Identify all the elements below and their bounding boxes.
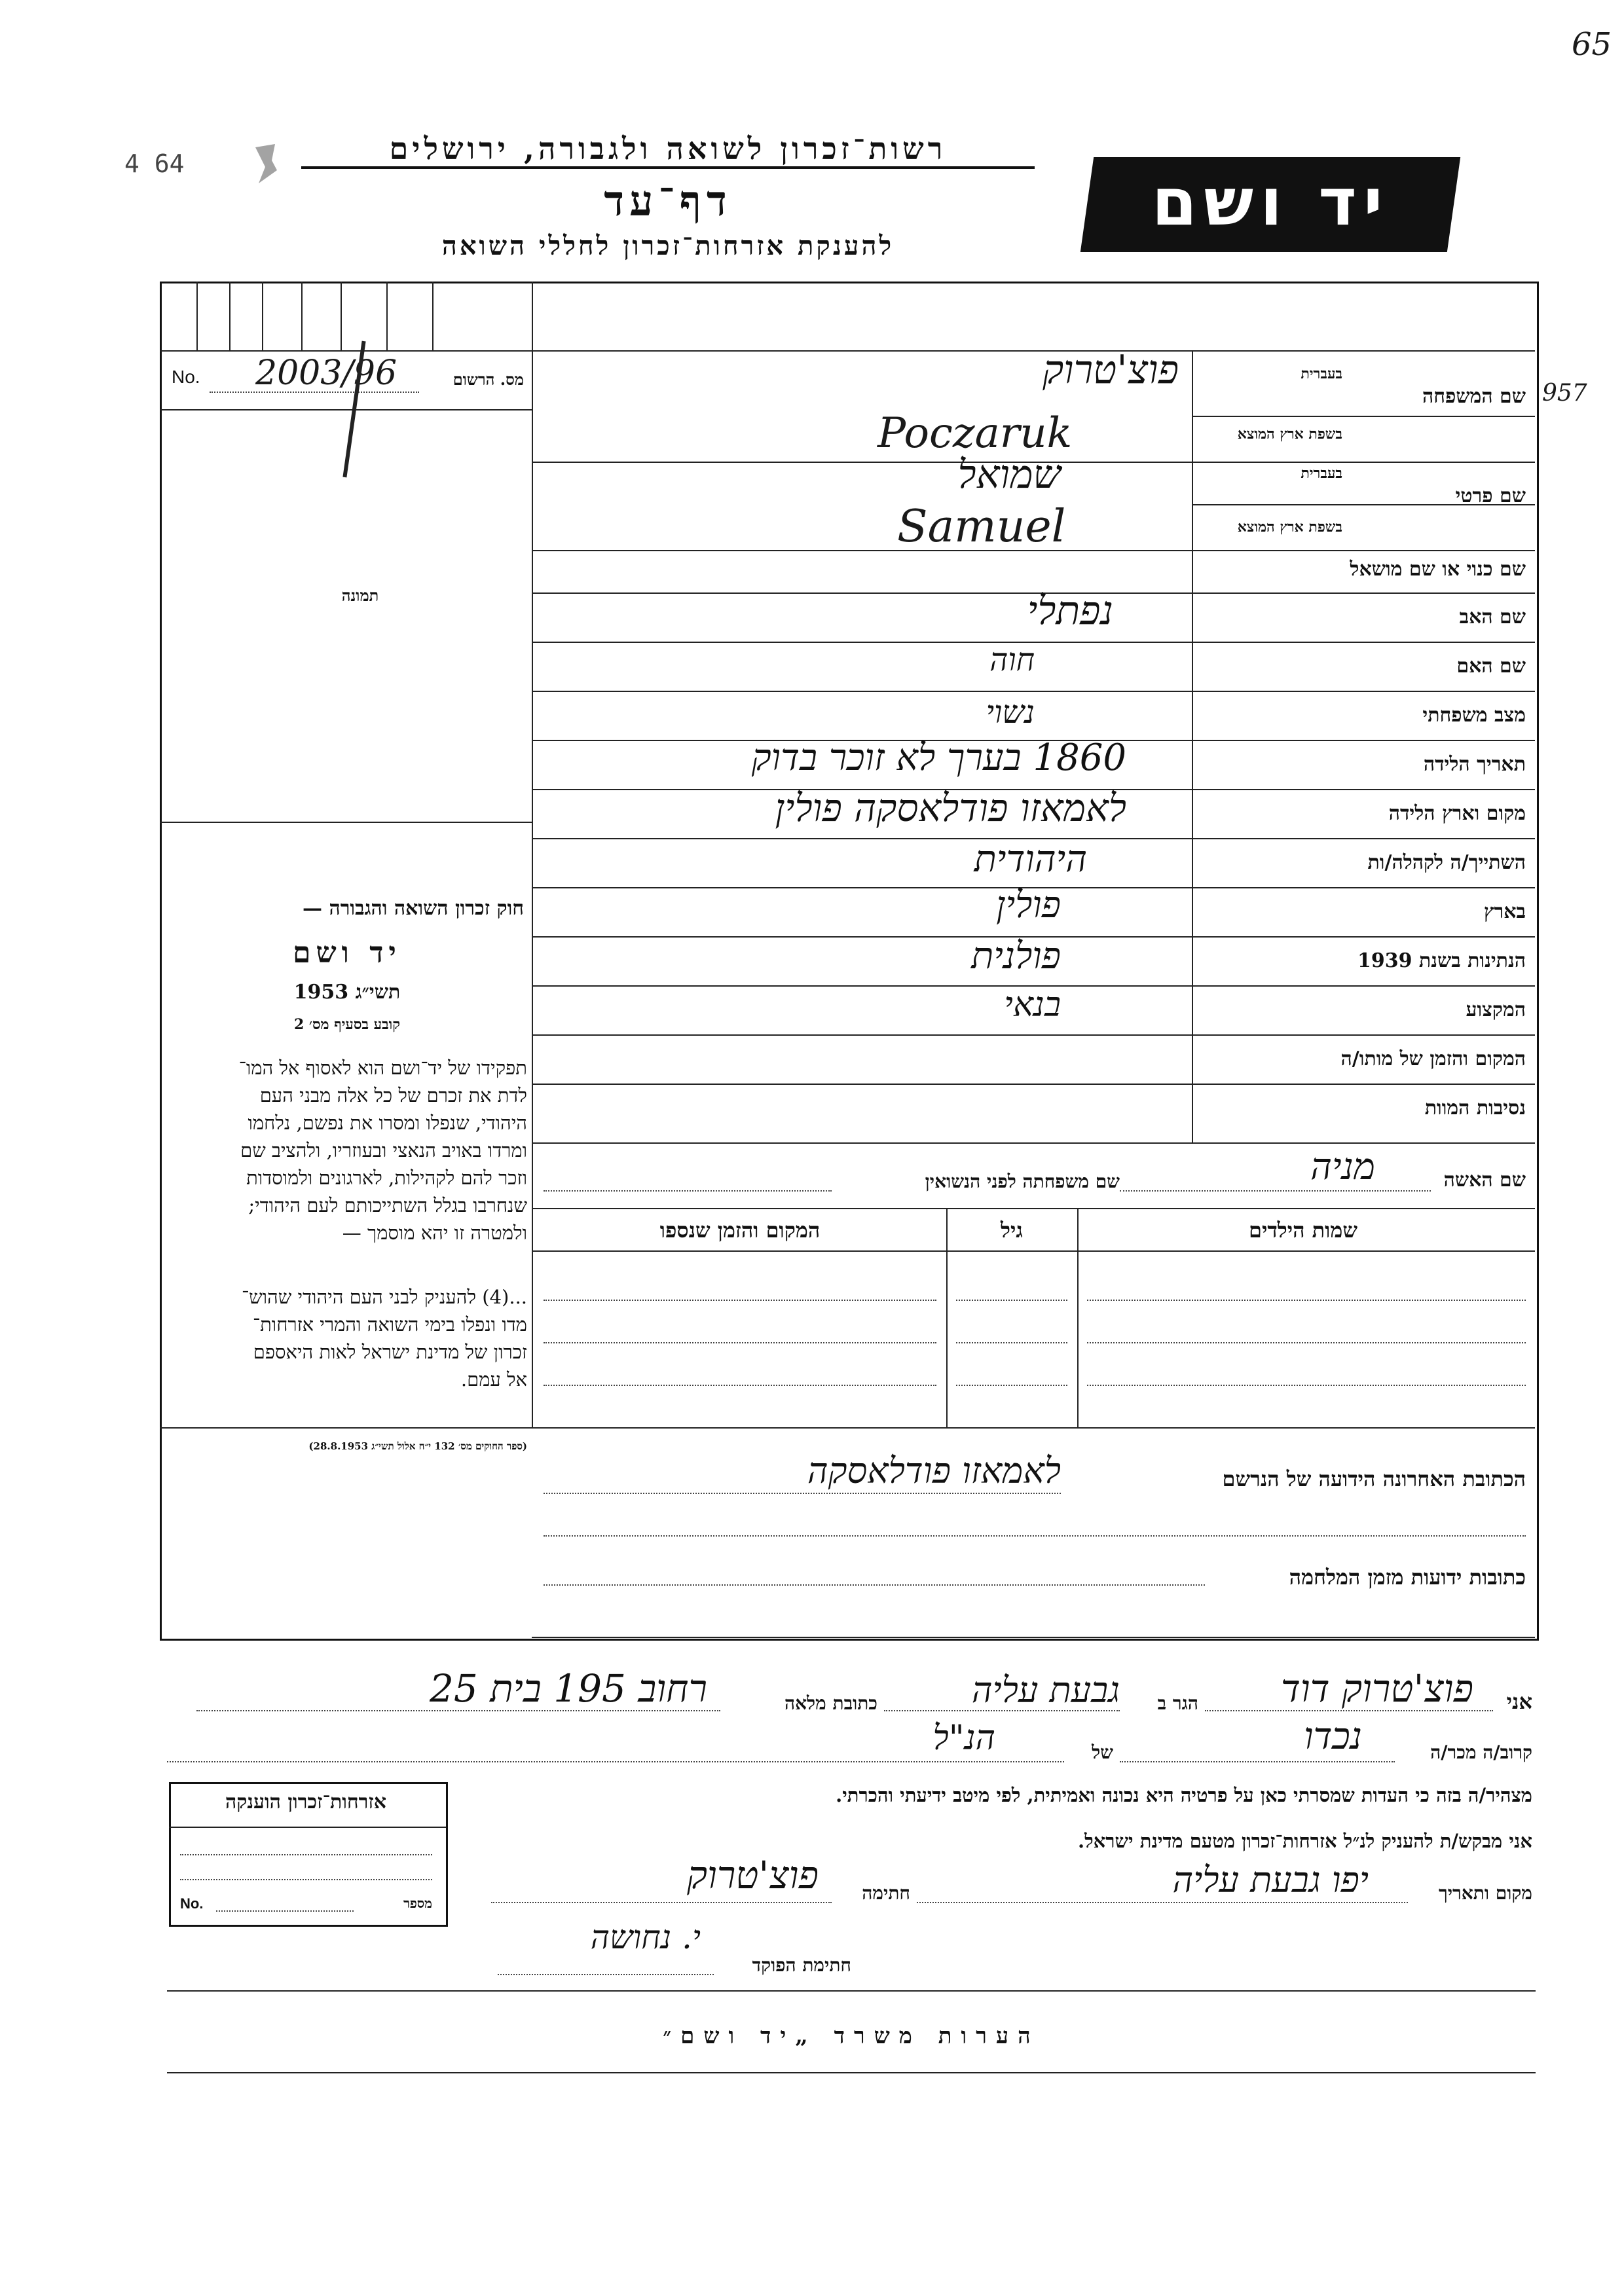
form-title: דף־עד (604, 177, 732, 226)
law-section: קובע בסעיף מס׳ 2 (293, 1016, 401, 1033)
stamp-mark (252, 141, 278, 187)
nickname-label: שם כנוי או שם מושאל (1350, 558, 1526, 581)
family-name-origin-value: Poczaruk (877, 409, 1073, 458)
form-subtitle: להענקת אזרחות־זכרון לחללי השואה (441, 230, 895, 261)
last-address-value: לאמאזו פודלאסקה (807, 1450, 1061, 1491)
reg-no-hebrew-label: מס. הרשום (452, 370, 524, 389)
family-name-sub-hebrew: בעברית (1301, 365, 1342, 382)
statement-1: מצהיר/ה בזה כי העדות שמסרתי כאן על פרטיה היא נכונה ואמיתית, לפי מיטב ידיעתי והכרתי. (836, 1784, 1532, 1806)
place-date-value: יפו גבעת עליה (1172, 1859, 1369, 1901)
full-address-value: רחוב 195 בית 25 (430, 1666, 707, 1711)
law-title: חוק זכרון השואה והגבורה — (303, 897, 524, 920)
declaration-ani: אני (1506, 1689, 1532, 1714)
signature-value: פוצ'טרוק (687, 1853, 819, 1897)
photo-label: תמונה (341, 586, 379, 605)
citizenship-1939-value: פולנית (971, 935, 1061, 977)
lives-in-label: הגר ב (1157, 1692, 1198, 1714)
law-paragraph: תפקידו של יד־ושם הוא לאסוף אל המו־ לדת את זכרם של כל אלה מבני העם היהודי, שנפלו ומסרו את נפשם, נלחמו ומרדו באויב הנאצי ובעוזריו, ולהציב שם וזכר להם לקהילות, לארגונים ולמוסדות שנחרבו בגלל השתייכותם לעם היהודי; ולמטרה זו יהא מוסמך — (238, 1057, 527, 1244)
place-date-label: מקום ותאריך (1438, 1882, 1532, 1904)
children-names-header: שמות הילדים (1249, 1218, 1357, 1243)
margin-code: 957 (1542, 380, 1587, 407)
authority-line: רשות־זכרון לשואה ולגבורה, ירושלים (301, 131, 1035, 169)
father-name-label: שם האב (1459, 606, 1526, 629)
community-label: השתייך/ה לקהלה/ות (1367, 851, 1526, 874)
citizenship-granted-title: אזרחות־זכרון הוענקה (225, 1791, 387, 1813)
corner-number: 65 (1572, 26, 1612, 63)
officer-value: י. נחושה (590, 1918, 701, 1956)
birth-place-label: מקום וארץ הלידה (1388, 802, 1526, 825)
family-name-hebrew-value: פוצ'טרוק (1043, 347, 1179, 393)
country-value: פולין (996, 884, 1061, 926)
occupation-label: המקצוע (1466, 998, 1526, 1021)
children-age-header: גיל (1001, 1218, 1023, 1243)
marital-status-value: נשוי (986, 694, 1035, 731)
of-value: הנ"ל (932, 1719, 995, 1758)
family-name-label: שם המשפחה (1422, 385, 1526, 408)
mother-name-label: שם האם (1456, 655, 1526, 678)
law-name: יד ושם (293, 936, 401, 970)
family-name-sub-origin: בשפת ארץ המוצא (1237, 426, 1342, 443)
of-label: של (1092, 1741, 1113, 1763)
law-year: תשי״ג 1953 (293, 981, 401, 1004)
wife-label: שם האשה (1443, 1169, 1526, 1192)
last-address-label: הכתובת האחרונה הידועה של הנרשם (1222, 1467, 1526, 1491)
officer-label: חתימת הפוקד (752, 1954, 851, 1976)
first-name-sub-origin: בשפת ארץ המוצא (1237, 519, 1342, 536)
city-value: גבעת עליה (971, 1669, 1120, 1711)
wartime-addresses-label: כתובות ידועות מזמן המלחמה (1289, 1565, 1526, 1590)
first-name-origin-value: Samuel (897, 501, 1066, 553)
occupation-value: בנאי (1004, 985, 1061, 1025)
left-code: 4 64 (124, 149, 185, 178)
reg-no-label: No. (172, 367, 200, 387)
office-notes-label: הערות משרד „יד ושם״ (663, 2023, 1040, 2049)
community-value: היהודית (974, 838, 1087, 881)
children-place-header: המקום והזמן שנספו (659, 1218, 821, 1243)
death-circumstances-label: נסיבות המוות (1424, 1097, 1526, 1120)
first-name-label: שם פרטי (1455, 484, 1526, 507)
marital-status-label: מצב משפחתי (1422, 704, 1526, 727)
citizenship-no-label: No. (180, 1895, 204, 1912)
birth-place-value: לאמאזו פודלאסקה פולין (775, 786, 1126, 830)
reg-no-value: 2003/96 (255, 354, 397, 393)
birth-date-label: תאריך הלידה (1423, 753, 1526, 776)
wife-maiden-label: שם משפחתה לפני הנשואין (925, 1171, 1120, 1192)
first-name-sub-hebrew: בעברית (1301, 465, 1342, 482)
law-paragraph-2: ...(4) להעניק לבני העם היהודי שהוש־ מדו ונפלו בימי השואה והמרי אזרחות־ זכרון של מדינת ישראל לאות היאספם אל עמם. (241, 1286, 527, 1391)
relation-value: נכדו (1304, 1715, 1362, 1758)
father-name-value: נפתלי (1027, 588, 1113, 634)
law-citation: (ספר החוקים מס׳ 132 י״ח אלול תשי״ג 28.8.1953) (308, 1440, 527, 1452)
statement-2: אני מבקש/ת להעניק לנ״ל אזרחות־זכרון מטעם מדינת ישראל. (1078, 1830, 1532, 1852)
citizenship-no-label-he: מספר (403, 1895, 432, 1911)
relation-label: קרוב/ה מכר/ה (1430, 1741, 1532, 1763)
citizenship-1939-label: הנתינות בשנת 1939 (1357, 949, 1526, 972)
full-address-label: כתובת מלאה (784, 1692, 877, 1714)
death-place-time-label: המקום והזמן של מותו/ה (1340, 1048, 1526, 1070)
logo-text: יד ושם (1151, 164, 1390, 240)
mother-name-value: חוה (989, 642, 1035, 678)
country-label: בארץ (1483, 900, 1526, 923)
birth-date-value: 1860 בערך לא זוכר בדוק (751, 737, 1126, 779)
wife-value: מניה (1310, 1146, 1375, 1188)
signature-label: חתימה (862, 1882, 910, 1904)
declarant-name-value: פוצ'טרוק דוד (1280, 1666, 1473, 1711)
first-name-hebrew-value: שמואל (957, 452, 1061, 498)
